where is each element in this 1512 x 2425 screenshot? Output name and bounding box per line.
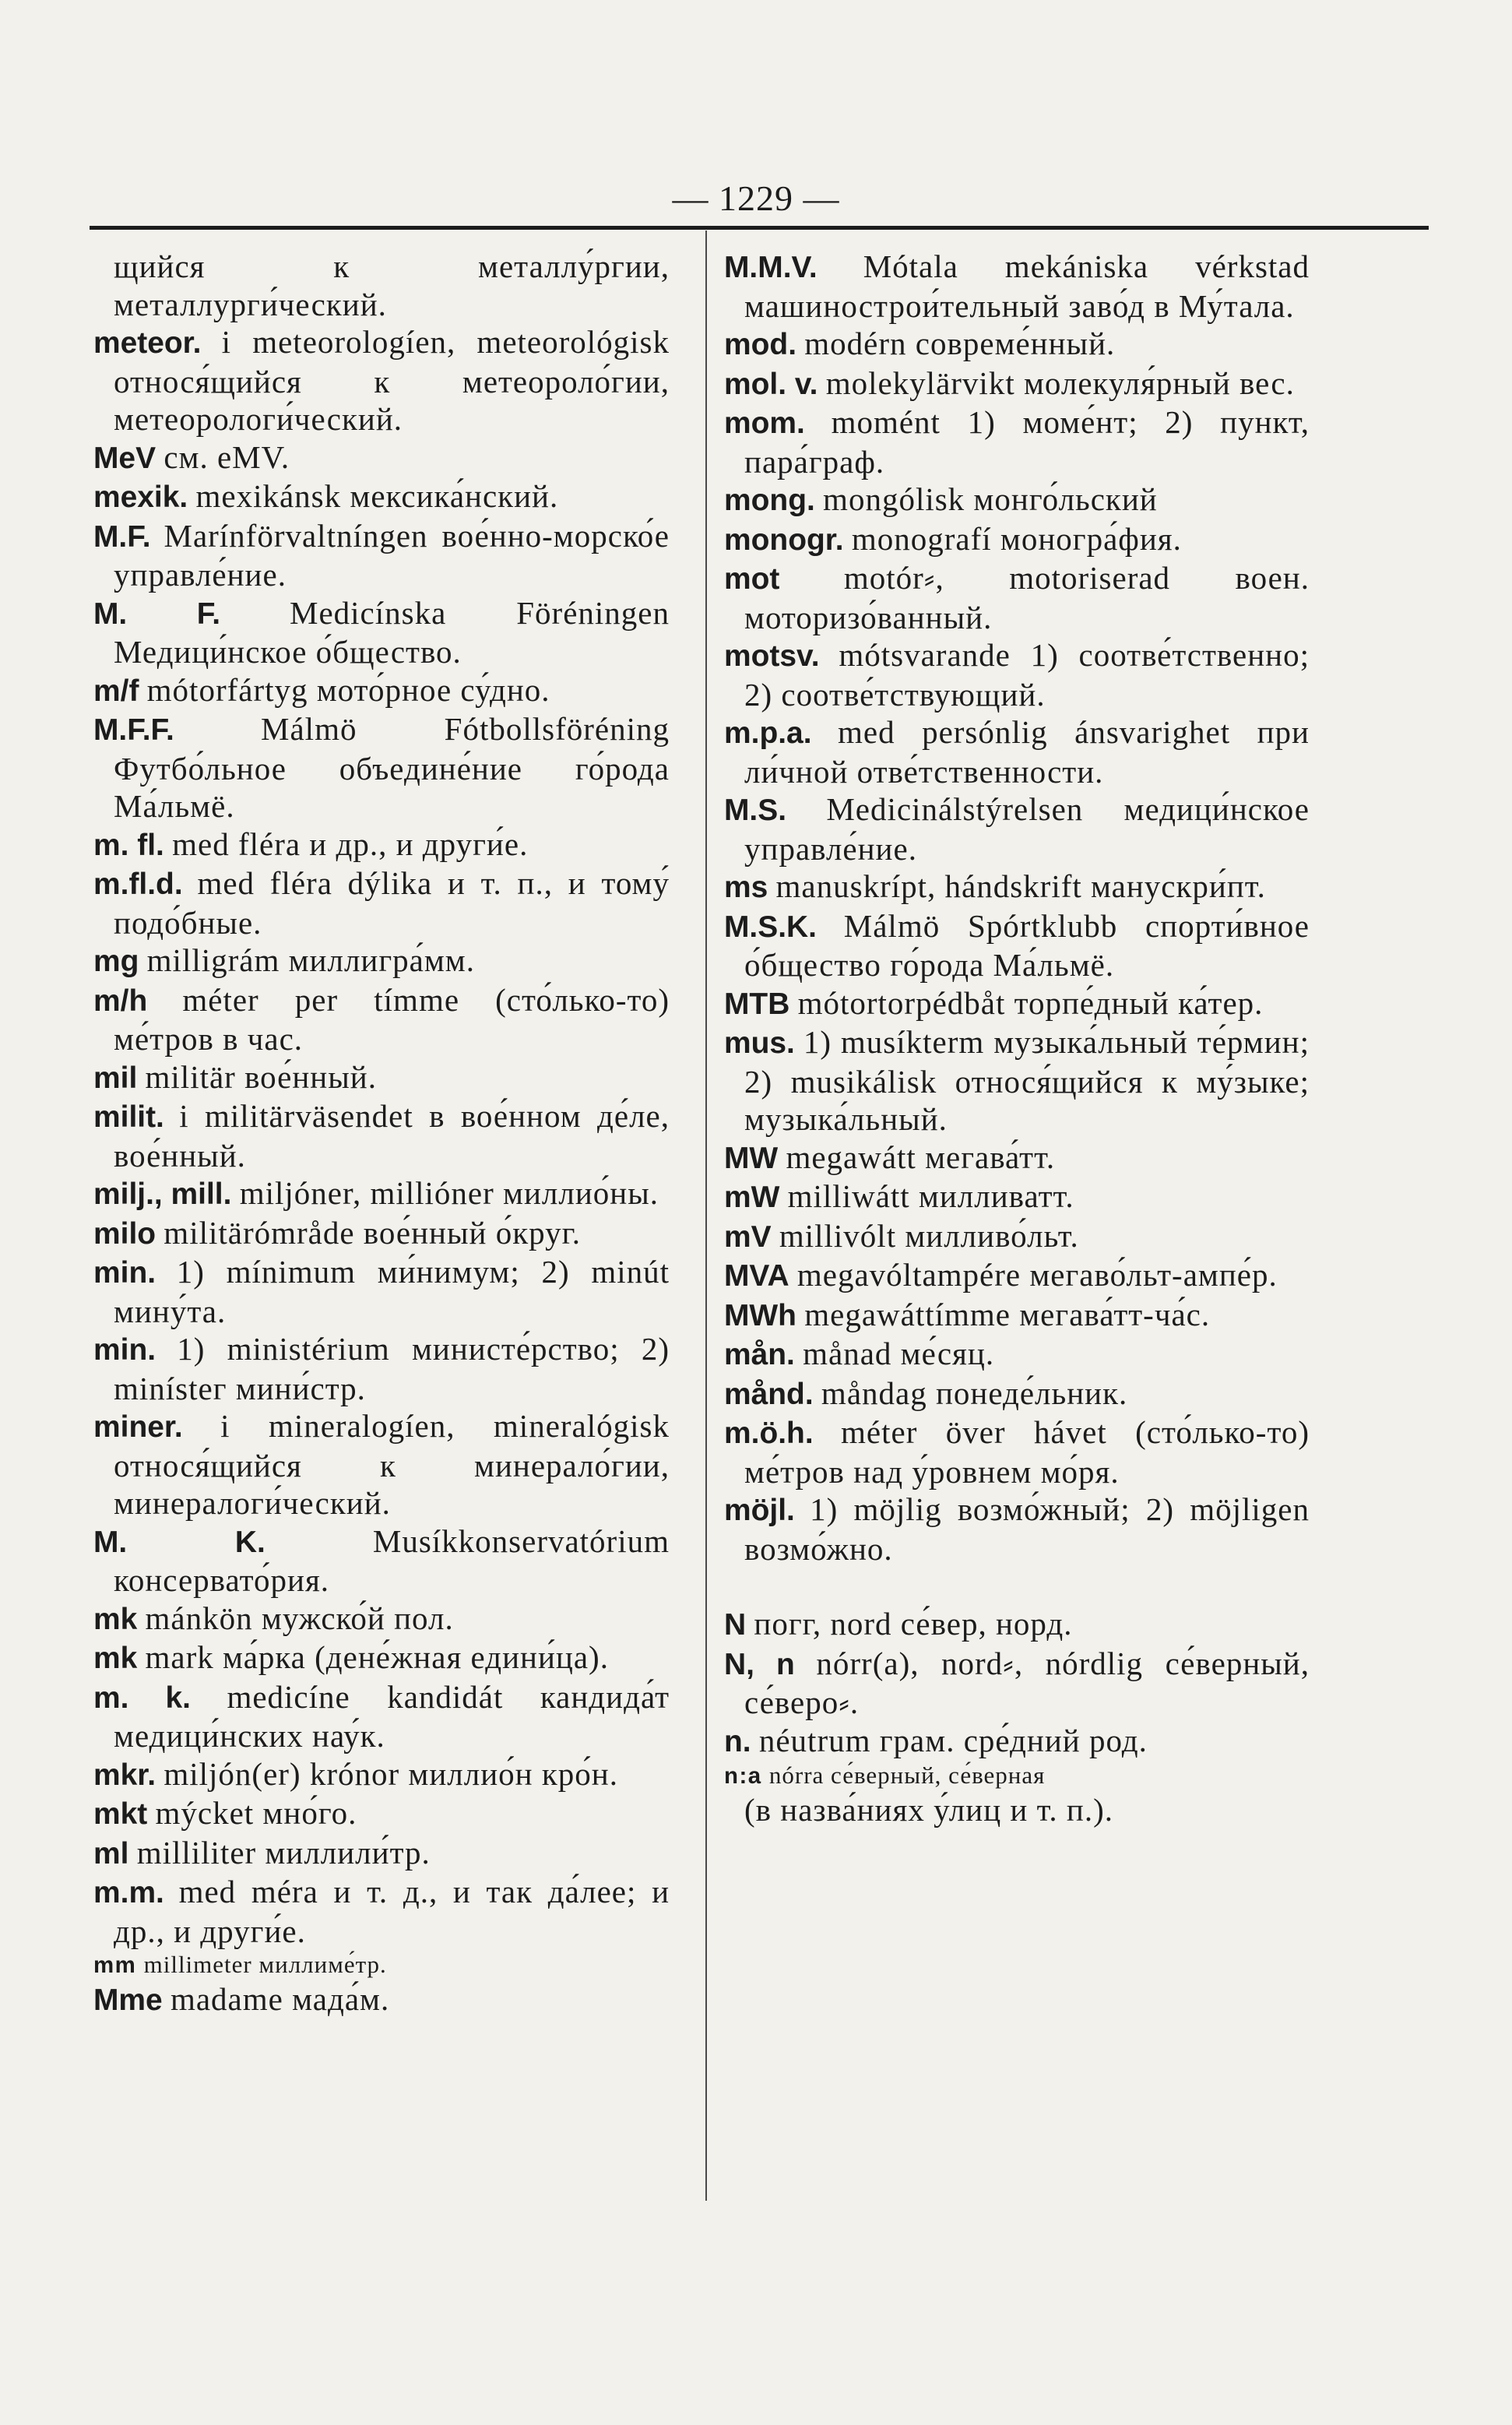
entry-definition: Málmö Fótbollsföréning Футбо́льное объедине́ние го́рода Ма́льмё. xyxy=(114,711,670,824)
page-number: — 1229 — xyxy=(672,178,840,218)
entry-headword: mom. xyxy=(724,407,805,440)
entry-definition: погг, nord се́вер, норд. xyxy=(754,1606,1073,1642)
entry-definition: Musíkkonservatórium консервато́рия. xyxy=(114,1522,670,1598)
entry-headword: monogr. xyxy=(724,523,844,557)
entry-headword: mån. xyxy=(724,1338,795,1371)
dictionary-entry xyxy=(93,1873,670,1950)
dictionary-entry xyxy=(93,477,670,517)
dictionary-entry xyxy=(724,713,1310,790)
entry-definition: i meteorologíen, meteorológisk относя́щийся к метеороло́гии, метеорологи́ческий. xyxy=(114,324,670,437)
entry-headword: mkr. xyxy=(93,1758,156,1792)
entry-headword: mkt xyxy=(93,1797,148,1831)
entry-headword: månd. xyxy=(724,1377,814,1411)
entry-headword: MWh xyxy=(724,1298,796,1332)
entry-definition: megawáttímme мегава́тт-ча́с. xyxy=(804,1296,1211,1332)
dictionary-entry xyxy=(724,520,1310,560)
entry-definition: madame мада́м. xyxy=(170,1981,390,2017)
entry-definition: i militärväsendet в вое́нном де́ле, вое́нный. xyxy=(114,1098,670,1174)
entry-headword: m.m. xyxy=(93,1876,164,1909)
dictionary-entry xyxy=(724,868,1310,907)
entry-definition: Medicinálstýrelsen медици́нское управле́ние. xyxy=(744,791,1310,867)
dictionary-entry xyxy=(93,1253,670,1330)
dictionary-entry xyxy=(93,864,670,941)
entry-headword: M.S.K. xyxy=(724,910,817,944)
entry-headword: m.ö.h. xyxy=(724,1417,814,1450)
entry-definition: Marínförvaltníngen вое́нно-морско́е управле́ние. xyxy=(114,517,670,593)
entry-definition: millivólt милливо́льт. xyxy=(779,1217,1079,1254)
dictionary-entry xyxy=(724,1413,1310,1491)
dictionary-entry xyxy=(93,1522,670,1600)
dictionary-entry xyxy=(724,325,1310,364)
dictionary-entry xyxy=(93,1638,670,1678)
entry-definition: månad ме́сяц. xyxy=(803,1336,995,1371)
dictionary-entry xyxy=(724,1177,1310,1217)
dictionary-entry xyxy=(724,1374,1310,1414)
dictionary-entry xyxy=(93,1058,670,1098)
entry-definition: Medicínska Föréningen Медици́нское о́бщество. xyxy=(114,594,670,670)
entry-definition: milliliter миллили́тр. xyxy=(136,1834,431,1871)
entry-definition: måndag понеде́льник. xyxy=(821,1374,1128,1411)
entry-definition: medicíne kandidát кандида́т медици́нских нау́к. xyxy=(114,1678,670,1754)
entry-definition: megawátt мегава́тт. xyxy=(786,1139,1056,1175)
dictionary-entry xyxy=(93,594,670,671)
entry-definition: (в назва́ниях у́лиц и т. п.). xyxy=(744,1792,1114,1828)
entry-definition: molekylärvikt молекуля́рный вес. xyxy=(825,364,1295,401)
entry-headword: M. K. xyxy=(93,1525,265,1559)
entry-definition: néutrum грам. сре́дний род. xyxy=(758,1722,1148,1758)
entry-definition: miljóner, millióner миллио́ны. xyxy=(239,1175,659,1211)
entry-definition: Málmö Spórtklubb спорти́вное о́бщество го́рода Ма́льмё. xyxy=(744,907,1310,983)
entry-definition: 1) möjlig возмо́жный; 2) möjligen возмо́жно. xyxy=(744,1491,1310,1567)
dictionary-entry xyxy=(93,1330,670,1407)
entry-headword: mV xyxy=(724,1220,772,1254)
dictionary-entry xyxy=(724,907,1310,984)
dictionary-entry xyxy=(93,1097,670,1174)
entry-definition: nórra се́верный, се́верная xyxy=(768,1762,1046,1789)
entry-headword: mil xyxy=(93,1061,138,1095)
entry-definition: mýcket мно́го. xyxy=(155,1795,357,1831)
entry-definition: 1) ministérium министе́рство; 2) minístег мини́стр. xyxy=(114,1331,670,1406)
dictionary-entry xyxy=(724,1491,1310,1568)
entry-definition: mexikánsk мексика́нский. xyxy=(195,478,559,514)
entry-headword: MW xyxy=(724,1141,779,1175)
dictionary-entry xyxy=(93,1950,670,1980)
dictionary-entry xyxy=(724,1645,1310,1722)
entry-definition: med méra и т. д., и так да́лее; и др., и други́е. xyxy=(114,1874,670,1949)
entry-headword: M.F.F. xyxy=(93,713,174,747)
entry-headword: m.p.a. xyxy=(724,716,812,750)
entry-definition: millimeter миллиме́тр. xyxy=(143,1951,387,1978)
dictionary-entry xyxy=(724,790,1310,868)
entry-definition: i mineralogíen, mineralógisk относя́щийся к минерало́гии, минералоги́ческий. xyxy=(114,1408,670,1521)
dictionary-entry xyxy=(93,1794,670,1834)
entry-headword: m. k. xyxy=(93,1681,191,1715)
entry-headword: m/f xyxy=(93,674,139,708)
dictionary-entry xyxy=(724,248,1310,325)
dictionary-entry xyxy=(724,1335,1310,1374)
dictionary-entry xyxy=(724,636,1310,713)
entry-headword: n:a xyxy=(724,1763,762,1789)
entry-definition: см. eMV. xyxy=(164,438,290,475)
entry-headword: mot xyxy=(724,562,780,596)
entry-definition: med fléra dýlika и т. п., и тому́ подо́бные. xyxy=(114,865,670,941)
entry-definition: monografí моногра́фия. xyxy=(851,520,1182,557)
dictionary-entry xyxy=(724,403,1310,480)
dictionary-entry xyxy=(724,1023,1310,1139)
entry-definition: méter per tímme (сто́лько-то) ме́тров в час. xyxy=(114,981,670,1057)
entry-headword: mexik. xyxy=(93,480,188,514)
dictionary-entry xyxy=(93,1834,670,1874)
dictionary-entry xyxy=(724,364,1310,404)
column-divider xyxy=(705,231,707,2201)
entry-headword: mk xyxy=(93,1602,138,1636)
entry-definition: milligrám миллигра́мм. xyxy=(146,942,476,978)
entry-headword: ml xyxy=(93,1836,129,1871)
dictionary-entry xyxy=(93,323,670,438)
entry-headword: mg xyxy=(93,945,139,978)
entry-headword: M. F. xyxy=(93,597,221,631)
entry-headword: N xyxy=(724,1608,747,1642)
entry-headword: meteor. xyxy=(93,326,202,360)
entry-headword: möjl. xyxy=(724,1494,795,1527)
dictionary-entry xyxy=(93,981,670,1058)
entry-headword: min. xyxy=(93,1333,156,1367)
entry-definition: momént 1) моме́нт; 2) пункт, пара́граф. xyxy=(744,404,1310,480)
dictionary-entry xyxy=(93,517,670,594)
entry-headword: m.fl.d. xyxy=(93,868,183,901)
dictionary-entry xyxy=(93,1174,670,1214)
entry-definition: nórr(a), nord⸗, nórdlig се́верный, се́веро⸗. xyxy=(744,1645,1310,1720)
dictionary-entry xyxy=(93,1678,670,1755)
dictionary-entry xyxy=(93,671,670,711)
entry-headword: milo xyxy=(93,1216,156,1251)
dictionary-entry xyxy=(93,1214,670,1254)
entry-definition: manuskrípt, hándskrift манускри́пт. xyxy=(775,868,1266,904)
entry-definition: mótsvarande 1) соотве́тственно; 2) соотве́тствующий. xyxy=(744,637,1310,713)
entry-headword: mm xyxy=(93,1952,137,1978)
entry-headword: M.S. xyxy=(724,794,787,827)
entry-headword: min. xyxy=(93,1256,156,1290)
entry-headword: milj., mill. xyxy=(93,1177,232,1211)
entry-headword: mW xyxy=(724,1181,780,1214)
entry-definition: mark ма́рка (дене́жная едини́ца). xyxy=(145,1639,609,1675)
entry-definition: miljón(er) krónor миллио́н кро́н. xyxy=(164,1755,618,1792)
left-column xyxy=(93,248,670,2020)
header-rule xyxy=(90,226,1429,230)
entry-headword: MeV xyxy=(93,441,156,475)
entry-headword: m/h xyxy=(93,984,148,1018)
entry-headword: mod. xyxy=(724,328,797,361)
entry-headword: mong. xyxy=(724,484,815,517)
dictionary-entry xyxy=(93,825,670,865)
entry-headword: milit. xyxy=(93,1100,164,1134)
entry-headword: mol. v. xyxy=(724,367,818,401)
entry-definition: méter över hávet (сто́лько-то) ме́тров над у́ровнем мо́ря. xyxy=(744,1414,1310,1490)
entry-headword: Mme xyxy=(93,1983,163,2017)
dictionary-entry xyxy=(724,1761,1310,1791)
entry-definition: mótorfártyg мото́рное су́дно. xyxy=(146,671,550,708)
right-column xyxy=(724,248,1310,1829)
dictionary-entry xyxy=(724,480,1310,520)
entry-definition: modérn совреме́нный. xyxy=(804,326,1116,361)
entry-definition: mánkön мужско́й пол. xyxy=(145,1600,454,1636)
entry-headword: MVA xyxy=(724,1259,789,1293)
dictionary-entry xyxy=(93,941,670,981)
entry-definition: med fléra и др., и други́е. xyxy=(172,825,529,862)
entry-headword: m. fl. xyxy=(93,828,164,862)
dictionary-entry xyxy=(93,1600,670,1639)
entry-headword: mk xyxy=(93,1642,138,1675)
dictionary-entry xyxy=(93,1980,670,2020)
entry-headword: MTB xyxy=(724,987,790,1021)
entry-headword: N, n xyxy=(724,1647,795,1681)
entry-definition: 1) mínimum ми́нимум; 2) minút мину́та. xyxy=(114,1254,670,1329)
entry-definition: militärómråde вое́нный о́круг. xyxy=(164,1214,582,1251)
entry-headword: motsv. xyxy=(724,639,820,673)
entry-headword: M.M.V. xyxy=(724,251,818,284)
dictionary-entry xyxy=(724,1296,1310,1336)
entry-headword: ms xyxy=(724,871,768,904)
dictionary-entry xyxy=(724,559,1310,636)
dictionary-entry xyxy=(724,1256,1310,1296)
dictionary-entry xyxy=(724,984,1310,1024)
entry-definition: militär вое́нный. xyxy=(145,1058,377,1095)
entry-definition: 1) musíkterm музыка́льный те́рмин; 2) musikálisk относя́щийся к му́зыке; музыка́льный. xyxy=(744,1024,1310,1137)
dictionary-entry xyxy=(93,1755,670,1795)
dictionary-entry xyxy=(93,1407,670,1522)
dictionary-entry xyxy=(724,1217,1310,1257)
dictionary-entry xyxy=(93,710,670,825)
entry-definition: mongólisk монго́льский xyxy=(823,481,1158,517)
dictionary-entry xyxy=(724,1791,1310,1829)
entry-definition: mótortorpédbåt торпе́дный ка́тер. xyxy=(797,984,1264,1021)
dictionary-entry xyxy=(93,438,670,478)
entry-definition: Mótala mekániska vérkstad машинострои́тельный заво́д в Му́тала. xyxy=(744,248,1310,324)
entry-headword: mus. xyxy=(724,1026,795,1060)
entry-definition: щийся к металлу́ргии, металлурги́ческий. xyxy=(114,248,670,322)
entry-definition: motór⸗, motoriserad воен. моторизо́ванный. xyxy=(744,560,1310,635)
entry-definition: med persónlig ánsvarighet при ли́чной отве́тственности. xyxy=(744,714,1310,790)
dictionary-entry xyxy=(724,1605,1310,1645)
dictionary-entry xyxy=(93,248,670,323)
dictionary-entry xyxy=(724,1722,1310,1762)
entry-headword: M.F. xyxy=(93,519,151,554)
entry-headword: n. xyxy=(724,1724,751,1758)
dictionary-entry xyxy=(724,1139,1310,1178)
entry-definition: megavóltampére мегаво́льт-ампе́р. xyxy=(796,1257,1278,1293)
entry-definition: milliwátt милливатт. xyxy=(787,1178,1074,1214)
entry-headword: miner. xyxy=(93,1410,183,1444)
